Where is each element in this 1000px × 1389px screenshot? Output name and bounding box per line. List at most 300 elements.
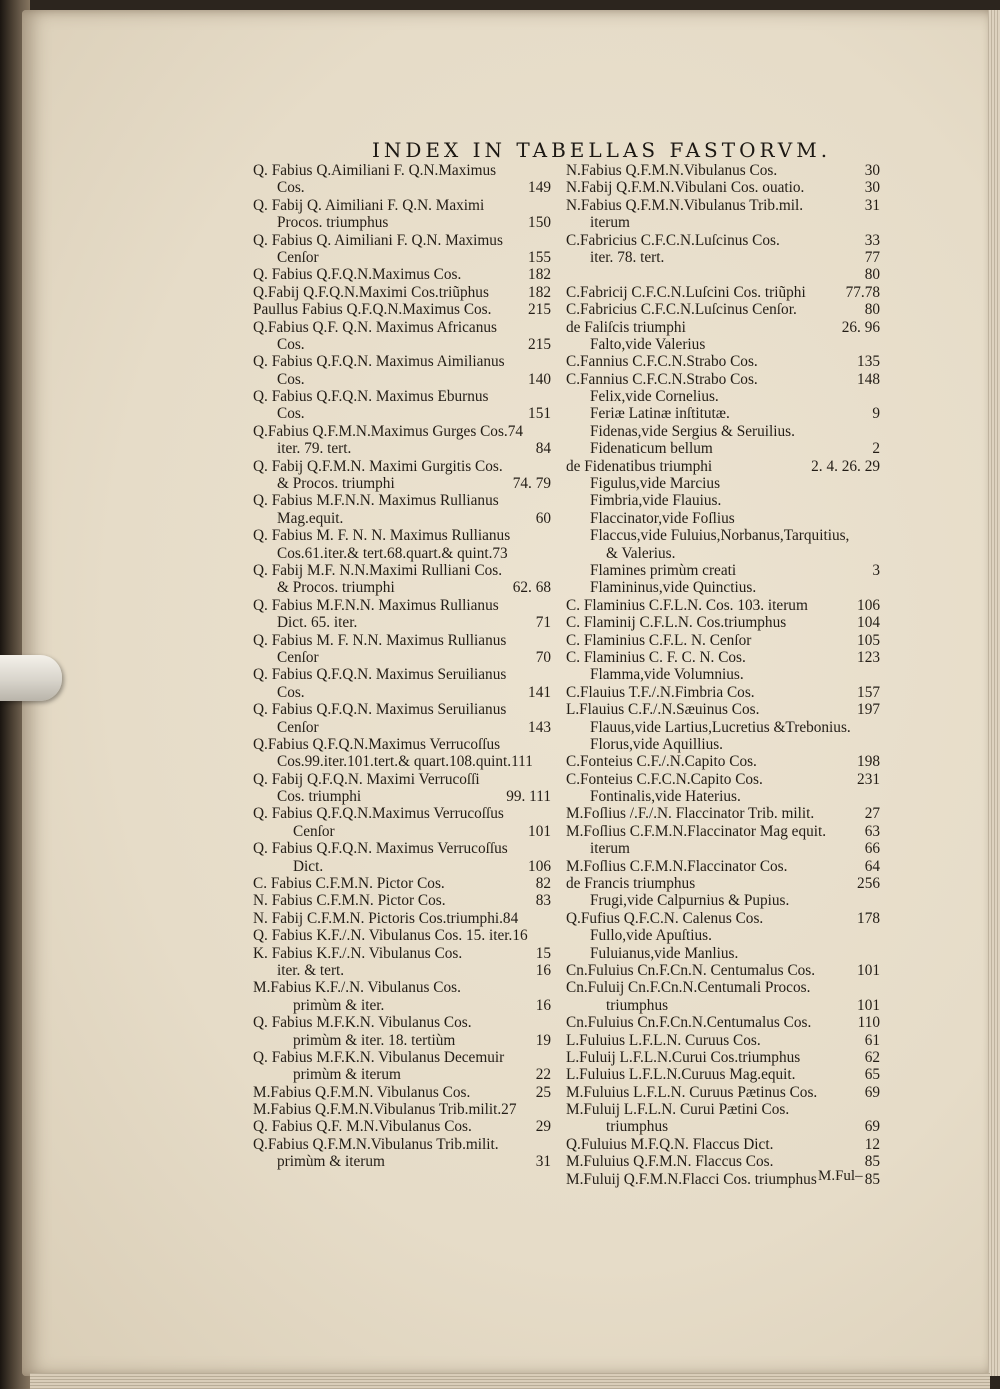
index-entry-text: Q. Fabius Q.F.Q.N. Maximus Eburnus — [253, 388, 489, 406]
index-entry-line — [253, 214, 551, 231]
index-entry-line — [253, 823, 551, 840]
index-entry-page-number: 104 — [857, 614, 880, 632]
index-column-right — [566, 162, 880, 1188]
index-entry-text: Feriæ Latinæ inſtitutæ. — [590, 405, 730, 423]
index-entry-page-number: 215 — [528, 335, 551, 353]
index-entry-text: N.Fabij Q.F.M.N.Vibulani Cos. ouatio. — [566, 179, 805, 197]
index-entry-line — [566, 788, 880, 805]
index-entry-page-number: 135 — [857, 353, 880, 371]
index-entry-page-number: 143 — [528, 718, 551, 736]
index-entry-text: Q. Fabius K.F./.N. Vibulanus Cos. 15. iter.16 — [253, 927, 528, 945]
index-entry-line — [566, 753, 880, 770]
index-entry-text: Cos. triumphi — [277, 788, 362, 806]
index-entry-line — [566, 1136, 880, 1153]
index-entry-line — [253, 927, 551, 944]
index-entry-text: & Procos. triumphi — [277, 475, 395, 493]
page-fore-edge — [988, 10, 1000, 1376]
index-entry-line — [566, 666, 880, 683]
index-entry-line — [253, 510, 551, 527]
index-entry-page-number: 33 — [864, 231, 880, 249]
index-entry-line — [566, 736, 880, 753]
index-entry-page-number: 66 — [864, 840, 880, 858]
index-entry-line — [253, 405, 551, 422]
index-entry-line — [566, 649, 880, 666]
index-entry-page-number: 84 — [535, 440, 551, 458]
index-entry-line — [253, 1118, 551, 1135]
index-entry-line — [566, 962, 880, 979]
index-entry-page-number: 77.78 — [845, 283, 880, 301]
index-entry-line — [566, 1032, 880, 1049]
index-entry-page-number: 64 — [864, 857, 880, 875]
index-entry-text: C. Flaminius C. F. C. N. Cos. — [566, 648, 746, 666]
index-entry-text: Cos. — [277, 335, 305, 353]
index-entry-line — [253, 371, 551, 388]
index-entry-page-number: 19 — [535, 1031, 551, 1049]
index-entry-line — [253, 875, 551, 892]
index-entry-text: Q. Fabius Q.F.Q.N. Maximus Seruilianus — [253, 666, 507, 684]
index-entry-text: Fimbria,vide Flauius. — [590, 492, 722, 510]
index-entry-line — [253, 1066, 551, 1083]
index-entry-page-number: 182 — [528, 283, 551, 301]
index-entry-line — [253, 719, 551, 736]
index-entry-text: iterum — [590, 214, 630, 232]
index-entry-text: Dict. 65. iter. — [277, 614, 358, 632]
index-entry-text: primùm & iterum — [293, 1066, 401, 1084]
index-entry-line — [253, 353, 551, 370]
index-entry-line — [253, 736, 551, 753]
index-entry-text: Cos.61.iter.& tert.68.quart.& quint.73 — [277, 544, 508, 562]
index-entry-line — [253, 753, 551, 770]
index-entry-text: C.Fannius C.F.C.N.Strabo Cos. — [566, 370, 758, 388]
index-entry-line — [253, 1049, 551, 1066]
index-entry-page-number: 106 — [528, 857, 551, 875]
index-entry-line — [566, 353, 880, 370]
index-entry-line — [566, 527, 880, 544]
index-entry-page-number: 140 — [528, 370, 551, 388]
index-entry-line — [253, 301, 551, 318]
index-entry-text: & Valerius. — [606, 544, 676, 562]
index-entry-text: Q. Fabij Q.F.M.N. Maximi Gurgitis Cos. — [253, 457, 503, 475]
index-entry-page-number: 9 — [872, 405, 880, 423]
index-entry-page-number: 80 — [864, 301, 880, 319]
index-entry-line — [253, 701, 551, 718]
index-entry-text: C. Flaminius C.F.L.N. Cos. 103. iterum — [566, 596, 808, 614]
index-entry-line — [253, 423, 551, 440]
page-title: INDEX IN TABELLAS FASTORVM. — [372, 138, 832, 162]
index-entry-page-number: 157 — [857, 683, 880, 701]
index-entry-line — [253, 1136, 551, 1153]
index-entry-text: triumphus — [606, 1118, 669, 1136]
index-entry-text: Q. Fabius M. F. N.N. Maximus Rullianus — [253, 631, 507, 649]
index-entry-line — [253, 597, 551, 614]
index-entry-page-number: 29 — [535, 1118, 551, 1136]
index-entry-text: Q. Fabius M.F.N.N. Maximus Rullianus — [253, 492, 499, 510]
index-entry-text: Dict. — [293, 857, 324, 875]
index-entry-line — [253, 1101, 551, 1118]
index-entry-line — [253, 858, 551, 875]
index-entry-text: Cn.Fuluius Cn.F.Cn.N.Centumalus Cos. — [566, 1014, 812, 1032]
index-entry-text: de Faliſcis triumphi — [566, 318, 686, 336]
index-entry-page-number: 110 — [857, 1014, 880, 1032]
index-entry-text: Q. Fabij Q. Aimiliani F. Q.N. Maximi — [253, 196, 485, 214]
index-entry-line — [253, 527, 551, 544]
index-entry-page-number: 83 — [535, 892, 551, 910]
index-entry-page-number: 105 — [857, 631, 880, 649]
index-entry-text: iterum — [590, 840, 630, 858]
index-entry-line — [566, 719, 880, 736]
index-entry-line — [566, 458, 880, 475]
index-entry-text: L.Fuluius L.F.L.N.Curuus Mag.equit. — [566, 1066, 796, 1084]
index-entry-page-number: 99. 111 — [506, 788, 551, 806]
index-entry-text: Q. Fabius M. F. N. N. Maximus Rullianus — [253, 527, 511, 545]
index-entry-line — [253, 440, 551, 457]
index-entry-page-number: 151 — [528, 405, 551, 423]
index-entry-page-number: 82 — [535, 875, 551, 893]
index-entry-page-number: 150 — [528, 214, 551, 232]
index-entry-line — [566, 858, 880, 875]
index-entry-line — [566, 910, 880, 927]
index-entry-page-number: 141 — [528, 683, 551, 701]
index-entry-line — [566, 562, 880, 579]
index-entry-line — [253, 1032, 551, 1049]
index-entry-line — [253, 562, 551, 579]
index-entry-line — [566, 927, 880, 944]
index-entry-line — [253, 892, 551, 909]
index-entry-line — [566, 266, 880, 283]
index-entry-text: L.Fuluij L.F.L.N.Curui Cos.triumphus — [566, 1048, 801, 1066]
catchword: M.Ful– — [818, 1168, 863, 1184]
index-entry-line — [253, 319, 551, 336]
index-entry-page-number: 215 — [528, 301, 551, 319]
index-entry-text: C.Fabricij C.F.C.N.Luſcini Cos. triũphi — [566, 283, 806, 301]
index-entry-text: iter. 78. tert. — [590, 248, 665, 266]
index-entry-line — [253, 805, 551, 822]
index-entry-page-number: 256 — [857, 875, 880, 893]
index-entry-text: C.Fabricius C.F.C.N.Luſcinus Cenſor. — [566, 301, 797, 319]
index-entry-line — [253, 162, 551, 179]
index-entry-line — [253, 249, 551, 266]
index-entry-text: M.Foſlius C.F.M.N.Flaccinator Cos. — [566, 857, 788, 875]
index-entry-text: M.Fuluius L.F.L.N. Curuus Pætinus Cos. — [566, 1083, 818, 1101]
index-entry-line — [566, 632, 880, 649]
index-entry-line — [566, 162, 880, 179]
index-entry-text: Q. Fabius Q.F.Q.N. Maximus Aimilianus — [253, 353, 505, 371]
index-entry-text: Q. Fabius Q.F.Q.N.Maximus Verrucoſſus — [253, 805, 504, 823]
index-entry-line — [566, 371, 880, 388]
index-entry-text: Mag.equit. — [277, 509, 344, 527]
index-entry-text: de Fidenatibus triumphi — [566, 457, 713, 475]
index-entry-page-number: 155 — [528, 248, 551, 266]
index-entry-page-number: 62. 68 — [512, 579, 551, 597]
index-entry-line — [566, 440, 880, 457]
index-entry-page-number: 178 — [857, 909, 880, 927]
index-entry-text: Q.Fabius Q.F.M.N.Maximus Gurges Cos.74 — [253, 422, 524, 440]
index-entry-text: Q.Fufius Q.F.C.N. Calenus Cos. — [566, 909, 764, 927]
index-entry-line — [566, 701, 880, 718]
index-entry-page-number: 15 — [535, 944, 551, 962]
index-entry-line — [566, 197, 880, 214]
index-entry-text: Fidenas,vide Sergius & Seruilius. — [590, 422, 795, 440]
index-entry-text: Q.Fabius Q.F. Q.N. Maximus Africanus — [253, 318, 497, 336]
index-entry-text: Q.Fabij Q.F.Q.N.Maximi Cos.triũphus — [253, 283, 489, 301]
index-entry-text: Flauus,vide Lartius,Lucretius &Trebonius. — [590, 718, 851, 736]
index-entry-line — [253, 284, 551, 301]
index-entry-page-number: 31 — [864, 196, 880, 214]
index-entry-text: Florus,vide Aquillius. — [590, 735, 724, 753]
index-entry-page-number: 101 — [857, 961, 880, 979]
index-entry-line — [566, 823, 880, 840]
index-entry-page-number: 77 — [864, 248, 880, 266]
index-entry-text: Falto,vide Valerius — [590, 335, 706, 353]
index-entry-line — [566, 179, 880, 196]
index-entry-text: Q. Fabius Q.F.Q.N.Maximus Cos. — [253, 266, 462, 284]
index-entry-text: Flamma,vide Volumnius. — [590, 666, 744, 684]
index-entry-line — [253, 1014, 551, 1031]
index-entry-page-number: 70 — [535, 648, 551, 666]
index-entry-page-number: 2. 4. 26. 29 — [811, 457, 880, 475]
index-entry-text: Figulus,vide Marcius — [590, 475, 721, 493]
index-entry-line — [253, 336, 551, 353]
index-entry-line — [566, 232, 880, 249]
index-entry-text: M.Fuluij Q.F.M.N.Flacci Cos. triumphus — [566, 1170, 817, 1188]
index-entry-text: Q.Fabius Q.F.Q.N.Maximus Verrucoſſus — [253, 735, 501, 753]
index-entry-line — [253, 266, 551, 283]
index-entry-line — [253, 979, 551, 996]
index-entry-text: M.Fuluij L.F.L.N. Curui Pætini Cos. — [566, 1101, 790, 1119]
index-entry-text: M.Fabius K.F./.N. Vibulanus Cos. — [253, 979, 461, 997]
index-entry-text: Q.Fuluius M.F.Q.N. Flaccus Dict. — [566, 1135, 774, 1153]
index-entry-line — [566, 945, 880, 962]
index-entry-text: Cos. — [277, 179, 305, 197]
index-entry-text: Q. Fabius Q.F. M.N.Vibulanus Cos. — [253, 1118, 472, 1136]
index-entry-text: M.Fuluius Q.F.M.N. Flaccus Cos. — [566, 1153, 774, 1171]
index-entry-page-number: 65 — [864, 1066, 880, 1084]
index-entry-text: Cos. — [277, 370, 305, 388]
index-entry-page-number: 74. 79 — [512, 475, 551, 493]
index-entry-page-number: 16 — [535, 996, 551, 1014]
index-entry-page-number: 25 — [535, 1083, 551, 1101]
index-entry-text: Cenſor — [293, 822, 335, 840]
index-entry-line — [253, 632, 551, 649]
index-entry-line — [566, 284, 880, 301]
index-entry-text: N.Fabius Q.F.M.N.Vibulanus Cos. — [566, 162, 778, 179]
index-entry-text: Cenſor — [277, 718, 319, 736]
index-entry-text: C. Flaminius C.F.L. N. Cenſor — [566, 631, 752, 649]
index-entry-page-number: 22 — [535, 1066, 551, 1084]
index-entry-text: Q. Fabius Q.Aimiliani F. Q.N.Maximus — [253, 162, 497, 179]
index-entry-page-number: 149 — [528, 179, 551, 197]
index-entry-line — [566, 1049, 880, 1066]
index-entry-line — [253, 458, 551, 475]
index-entry-text: & Procos. triumphi — [277, 579, 395, 597]
index-entry-text: primùm & iter. 18. tertiùm — [293, 1031, 456, 1049]
index-entry-line — [253, 579, 551, 596]
index-entry-text: Q. Fabius M.F.K.N. Vibulanus Decemuir — [253, 1048, 505, 1066]
index-entry-line — [253, 840, 551, 857]
index-entry-line — [566, 423, 880, 440]
index-entry-page-number: 71 — [535, 614, 551, 632]
index-entry-text: Cos. — [277, 405, 305, 423]
index-entry-text: iter. & tert. — [277, 961, 345, 979]
index-entry-text: Q. Fabius Q. Aimiliani F. Q.N. Maximus — [253, 231, 503, 249]
index-entry-page-number: 12 — [864, 1135, 880, 1153]
index-entry-page-number: 198 — [857, 753, 880, 771]
index-column-left — [253, 162, 551, 1171]
index-entry-text: Cn.Fuluius Cn.F.Cn.N. Centumalus Cos. — [566, 961, 816, 979]
index-entry-text: M.Fabius Q.F.M.N.Vibulanus Trib.milit.27 — [253, 1101, 517, 1119]
page-clip — [0, 655, 62, 701]
index-entry-text: Fidenaticum bellum — [590, 440, 713, 458]
index-entry-line — [566, 805, 880, 822]
page-bottom-edge — [30, 1373, 990, 1389]
index-entry-line — [566, 1101, 880, 1118]
index-entry-page-number: 69 — [864, 1118, 880, 1136]
index-entry-line — [253, 945, 551, 962]
index-entry-line — [566, 997, 880, 1014]
index-entry-text: Cenſor — [277, 648, 319, 666]
index-entry-page-number: 101 — [857, 996, 880, 1014]
index-entry-page-number: 197 — [857, 701, 880, 719]
index-entry-line — [253, 232, 551, 249]
index-entry-text: Felix,vide Cornelius. — [590, 388, 719, 406]
index-entry-text: primùm & iter. — [293, 996, 385, 1014]
index-entry-line — [253, 649, 551, 666]
index-entry-line — [253, 962, 551, 979]
index-entry-text: Q. Fabius Q.F.Q.N. Maximus Verrucoſſus — [253, 840, 508, 858]
index-entry-text: N. Fabius C.F.M.N. Pictor Cos. — [253, 892, 446, 910]
index-entry-line — [253, 1153, 551, 1170]
index-entry-line — [566, 875, 880, 892]
index-entry-line — [566, 840, 880, 857]
index-entry-page-number: 85 — [864, 1153, 880, 1171]
index-entry-line — [566, 1066, 880, 1083]
index-entry-text: C.Fabricius C.F.C.N.Luſcinus Cos. — [566, 231, 780, 249]
index-entry-line — [566, 1014, 880, 1031]
index-entry-text: Fuluianus,vide Manlius. — [590, 944, 739, 962]
index-entry-line — [566, 475, 880, 492]
index-entry-line — [253, 788, 551, 805]
index-entry-page-number: 106 — [857, 596, 880, 614]
index-entry-line — [566, 388, 880, 405]
index-entry-line — [566, 614, 880, 631]
index-entry-line — [566, 510, 880, 527]
index-entry-text: C. Flaminij C.F.L.N. Cos.triumphus — [566, 614, 787, 632]
index-entry-text: Q. Fabij M.F. N.N.Maximi Rulliani Cos. — [253, 561, 503, 579]
index-entry-page-number: 101 — [528, 822, 551, 840]
index-entry-text: Paullus Fabius Q.F.Q.N.Maximus Cos. — [253, 301, 492, 319]
index-entry-line — [253, 910, 551, 927]
index-entry-line — [566, 214, 880, 231]
index-entry-text: Flaccinator,vide Foſlius — [590, 509, 735, 527]
index-entry-page-number: 31 — [535, 1153, 551, 1171]
index-entry-line — [253, 545, 551, 562]
index-entry-line — [253, 771, 551, 788]
index-entry-page-number: 61 — [864, 1031, 880, 1049]
index-entry-line — [566, 1084, 880, 1101]
index-entry-line — [253, 475, 551, 492]
index-entry-page-number: 30 — [864, 162, 880, 179]
index-entry-line — [566, 336, 880, 353]
index-entry-page-number: 85 — [864, 1170, 880, 1188]
index-entry-line — [566, 892, 880, 909]
index-entry-text: C.Fannius C.F.C.N.Strabo Cos. — [566, 353, 758, 371]
index-entry-text: M.Foſlius C.F.M.N.Flaccinator Mag equit. — [566, 822, 827, 840]
index-entry-line — [566, 405, 880, 422]
index-entry-line — [566, 249, 880, 266]
index-entry-page-number: 231 — [857, 770, 880, 788]
index-entry-text: Flaccus,vide Fuluius,Norbanus,Tarquitius, — [590, 527, 850, 545]
index-entry-line — [253, 684, 551, 701]
index-entry-line — [253, 492, 551, 509]
index-entry-page-number: 26. 96 — [841, 318, 880, 336]
index-entry-text: Q. Fabius Q.F.Q.N. Maximus Seruilianus — [253, 701, 507, 719]
index-entry-text: Cos. — [277, 683, 305, 701]
index-entry-text: Fullo,vide Apuſtius. — [590, 927, 712, 945]
index-entry-line — [253, 666, 551, 683]
index-entry-text: Cenſor — [277, 248, 319, 266]
index-entry-page-number: 80 — [864, 266, 880, 284]
index-entry-text: Cn.Fuluij Cn.F.Cn.N.Centumali Procos. — [566, 979, 811, 997]
index-entry-page-number: 62 — [864, 1048, 880, 1066]
index-entry-page-number: 69 — [864, 1083, 880, 1101]
index-entry-line — [566, 319, 880, 336]
index-entry-page-number: 63 — [864, 822, 880, 840]
index-entry-text: N.Fabius Q.F.M.N.Vibulanus Trib.mil. — [566, 196, 804, 214]
index-entry-line — [566, 979, 880, 996]
index-entry-page-number: 30 — [864, 179, 880, 197]
index-entry-line — [566, 492, 880, 509]
index-entry-page-number: 2 — [872, 440, 880, 458]
index-entry-text: Frugi,vide Calpurnius & Pupius. — [590, 892, 790, 910]
index-entry-text: L.Fuluius L.F.L.N. Curuus Cos. — [566, 1031, 761, 1049]
index-entry-text: Q. Fabius M.F.N.N. Maximus Rullianus — [253, 596, 499, 614]
index-entry-text: Q. Fabius M.F.K.N. Vibulanus Cos. — [253, 1014, 472, 1032]
index-entry-text: C.Fonteius C.F.C.N.Capito Cos. — [566, 770, 763, 788]
index-entry-line — [566, 597, 880, 614]
index-entry-page-number: 148 — [857, 370, 880, 388]
index-entry-line — [566, 579, 880, 596]
index-entry-page-number: 16 — [535, 961, 551, 979]
index-entry-line — [566, 771, 880, 788]
index-entry-line — [253, 1084, 551, 1101]
index-entry-line — [253, 614, 551, 631]
index-entry-text: Q.Fabius Q.F.M.N.Vibulanus Trib.milit. — [253, 1135, 499, 1153]
index-entry-text: K. Fabius K.F./.N. Vibulanus Cos. — [253, 944, 463, 962]
index-entry-line — [566, 545, 880, 562]
index-entry-line — [566, 1118, 880, 1135]
index-entry-text: L.Flauius C.F./.N.Sæuinus Cos. — [566, 701, 760, 719]
index-entry-page-number: 3 — [872, 561, 880, 579]
index-entry-line — [253, 997, 551, 1014]
index-entry-text: M.Foſlius /.F./.N. Flaccinator Trib. milit. — [566, 805, 815, 823]
index-entry-text: Q. Fabij Q.F.Q.N. Maximi Verrucoſſi — [253, 770, 480, 788]
index-entry-text: Procos. triumphus — [277, 214, 389, 232]
index-entry-text: triumphus — [606, 996, 669, 1014]
index-entry-text: C.Fonteius C.F./.N.Capito Cos. — [566, 753, 757, 771]
index-entry-text: C.Flauius T.F./.N.Fimbria Cos. — [566, 683, 755, 701]
index-entry-text: M.Fabius Q.F.M.N. Vibulanus Cos. — [253, 1083, 471, 1101]
index-entry-page-number: 182 — [528, 266, 551, 284]
index-entry-line — [253, 179, 551, 196]
index-entry-line — [253, 197, 551, 214]
index-entry-text: C. Fabius C.F.M.N. Pictor Cos. — [253, 875, 445, 893]
index-entry-page-number: 27 — [864, 805, 880, 823]
index-entry-text: primùm & iterum — [277, 1153, 385, 1171]
index-entry-line — [566, 301, 880, 318]
index-entry-page-number: 123 — [857, 648, 880, 666]
index-entry-text: Fontinalis,vide Haterius. — [590, 788, 741, 806]
index-entry-text: Cos.99.iter.101.tert.& quart.108.quint.111 — [277, 753, 533, 771]
